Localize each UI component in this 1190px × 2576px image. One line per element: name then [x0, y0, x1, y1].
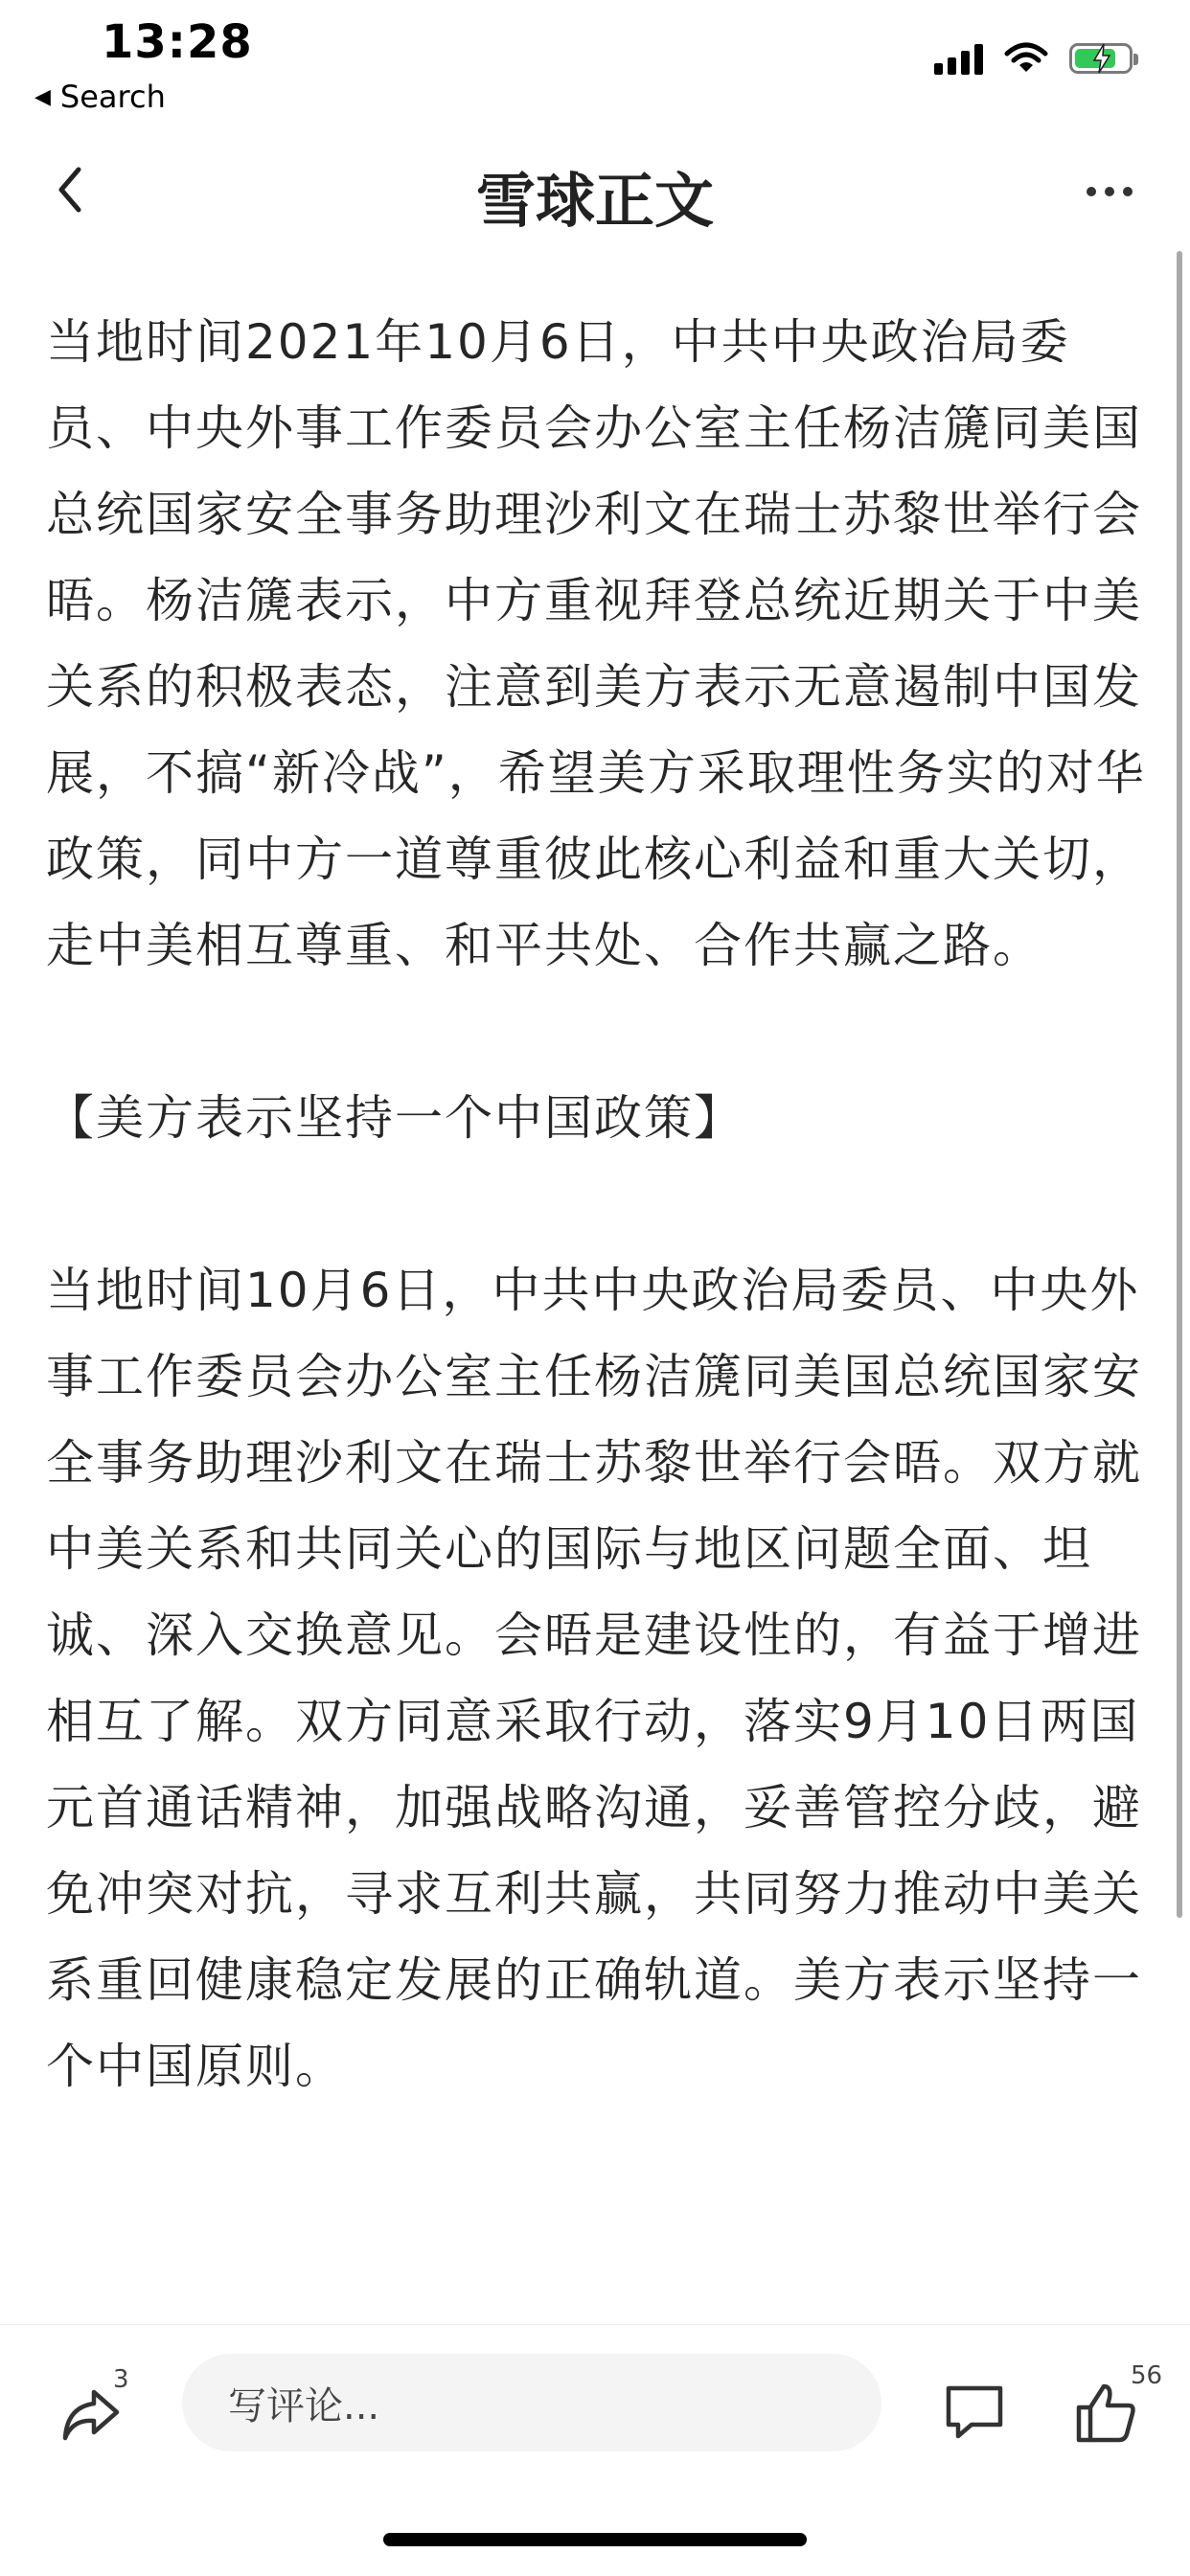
section-heading: 【美方表示坚持一个中国政策】: [46, 1090, 744, 1146]
more-button[interactable]: [1081, 163, 1138, 220]
more-dots-icon: [1086, 186, 1133, 197]
scrollbar[interactable]: [1177, 251, 1182, 1918]
like-count: 56: [1131, 2361, 1163, 2390]
comment-icon: [943, 2381, 1006, 2444]
page-title: 雪球正文: [475, 166, 714, 236]
back-triangle-icon: ◀: [34, 84, 51, 109]
wifi-icon: [1004, 42, 1048, 75]
share-count: 3: [113, 2365, 129, 2394]
back-to-search-label: Search: [59, 79, 166, 115]
paragraph-spacer: [46, 989, 1148, 1075]
home-indicator[interactable]: [383, 2533, 807, 2546]
back-to-search-link[interactable]: [34, 79, 166, 115]
cellular-signal-icon: [934, 42, 983, 75]
comment-button[interactable]: [943, 2381, 1006, 2444]
status-icons: [934, 42, 1133, 75]
article-paragraph: 当地时间10月6日，中共中央政治局委员、中央外事工作委员会办公室主任杨洁篪同美国总统国家安全事务助理沙利文在瑞士苏黎世举行会晤。双方就中美关系和共同关心的国际与地区问题全面、坦诚、深入交换意见。会晤是建设性的，有益于增进相互了解。双方同意采取行动，落实9月10日两国元首通话精神，加强战略沟通，妥善管控分歧，避免冲突对抗，寻求互利共赢，共同努力推动中美关系重回健康稳定发展的正确轨道。美方表示坚持一个中国原则。: [46, 1263, 1142, 2094]
article-body: [46, 299, 1148, 2109]
comment-input[interactable]: 写评论...: [182, 2354, 881, 2451]
status-time: 13:28: [102, 15, 253, 69]
article-paragraph: 当地时间2021年10月6日，中共中央政治局委员、中央外事工作委员会办公室主任杨洁篪同美国总统国家安全事务助理沙利文在瑞士苏黎世举行会晤。杨洁篪表示，中方重视拜登总统近期关于中美关系的积极表态，注意到美方表示无意遏制中国发展，不搞“新冷战”，希望美方采取理性务实的对华政策，同中方一道尊重彼此核心利益和重大关切，走中美相互尊重、和平共处、合作共赢之路。: [46, 314, 1146, 973]
battery-charging-icon: [1069, 43, 1133, 74]
paragraph-spacer: [46, 1161, 1148, 1247]
